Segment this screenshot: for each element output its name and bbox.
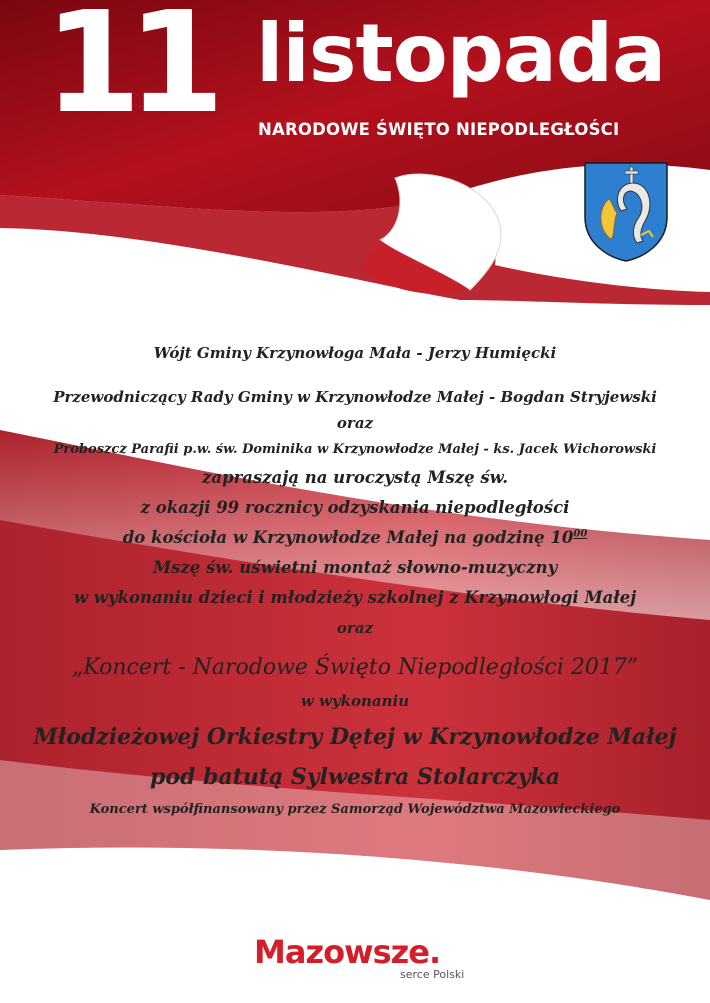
invitation-host-parish: Proboszcz Parafii p.w. św. Dominika w Krzynowłodze Małej - ks. Jacek Wichorowski — [53, 442, 657, 457]
invitation-host-wojt: Wójt Gminy Krzynowłoga Mała - Jerzy Humięcki — [153, 344, 557, 362]
mazowsze-logo: Mazowsze. — [254, 933, 441, 971]
invitation-performers: w wykonaniu dzieci i młodzieży szkolnej z Krzynowłogi Małej — [73, 588, 637, 607]
conjunction-oraz-2: oraz — [336, 619, 374, 637]
mazowsze-tagline: serce Polski — [400, 968, 465, 981]
coat-of-arms-icon — [583, 161, 669, 263]
date-day: 11 — [44, 0, 211, 145]
conjunction-oraz: oraz — [336, 414, 374, 432]
time-minutes: 00 — [573, 528, 588, 540]
invitation-host-council: Przewodniczący Rady Gminy w Krzynowłodze Małej - Bogdan Stryjewski — [53, 388, 657, 406]
performed-by: w wykonaniu — [300, 692, 410, 710]
funding-note: Koncert współfinansowany przez Samorząd Województwa Mazowieckiego — [89, 802, 621, 817]
orchestra-name: Młodzieżowej Orkiestry Dętej w Krzynowłodze Małej — [33, 724, 677, 750]
date-month: listopada — [256, 7, 666, 100]
invitation-text — [0, 340, 710, 817]
holiday-subtitle: NARODOWE ŚWIĘTO NIEPODLEGŁOŚCI — [258, 120, 620, 139]
conductor-name: pod batutą Sylwestra Stolarczyka — [149, 764, 561, 790]
invitation-mass: zapraszają na uroczystą Mszę św. — [202, 468, 508, 487]
invitation-occasion: z okazji 99 rocznicy odzyskania niepodległości — [140, 498, 570, 517]
location-text: do kościoła w Krzynowłodze Małej na godzinę 10 — [122, 528, 574, 547]
invitation-program: Mszę św. uświetni montaż słowno-muzyczny — [152, 558, 558, 577]
concert-title: „Koncert - Narodowe Święto Niepodległości 2017” — [71, 655, 639, 680]
invitation-location-time — [0, 528, 710, 547]
